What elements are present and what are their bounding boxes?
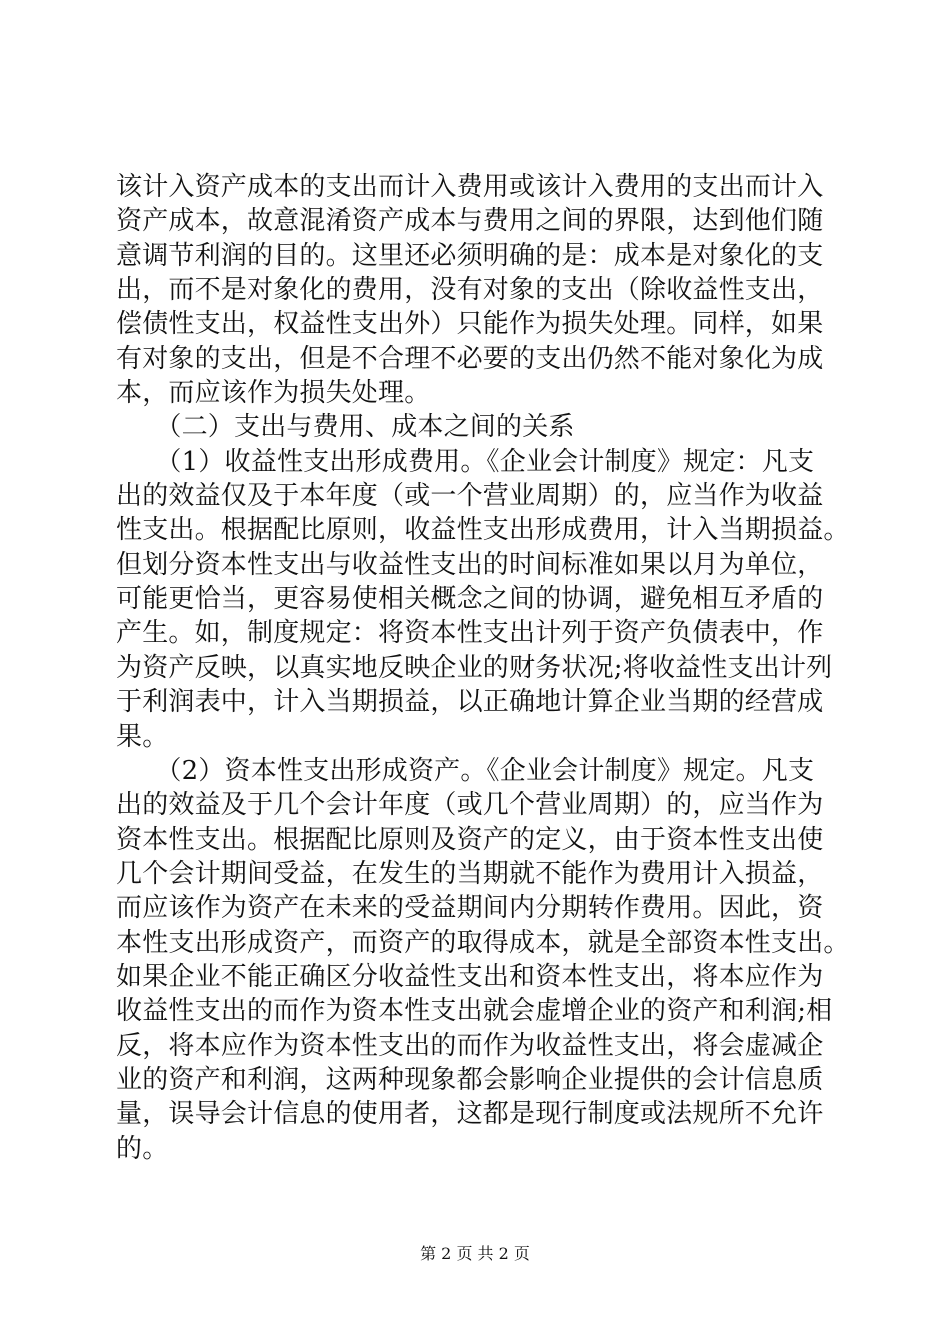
text-line: 可能更恰当，更容易使相关概念之间的协调，避免相互矛盾的: [116, 584, 824, 615]
text-line: 出，而不是对象化的费用，没有对象的支出（除收益性支出，: [116, 275, 824, 306]
text-line: 的。: [116, 1133, 169, 1164]
text-line: 有对象的支出，但是不合理不必要的支出仍然不能对象化为成: [116, 343, 824, 374]
text-line: 而应该作为资产在未来的受益期间内分期转作费用。因此，资: [116, 893, 824, 924]
text-line: 出的效益仅及于本年度（或一个营业周期）的，应当作为收益: [116, 481, 824, 512]
text-line: 产生。如，制度规定：将资本性支出计列于资产负债表中，作: [116, 618, 824, 649]
text-line: 性支出。根据配比原则，收益性支出形成费用，计入当期损益。: [116, 515, 850, 546]
text-line: 为资产反映，以真实地反映企业的财务状况;将收益性支出计列: [116, 652, 833, 683]
body-text: [116, 170, 850, 1166]
text-line: 于利润表中，计入当期损益，以正确地计算企业当期的经营成: [116, 687, 824, 718]
text-line: 几个会计期间受益，在发生的当期就不能作为费用计入损益，: [116, 858, 824, 889]
page-footer: [0, 1244, 950, 1264]
text-line: 资产成本，故意混淆资产成本与费用之间的界限，达到他们随: [116, 206, 824, 237]
text-line: 如果企业不能正确区分收益性支出和资本性支出，将本应作为: [116, 961, 824, 992]
text-line: 反，将本应作为资本性支出的而作为收益性支出，将会虚减企: [116, 1030, 824, 1061]
text-line: 量，误导会计信息的使用者，这都是现行制度或法规所不允许: [116, 1099, 824, 1130]
text-line: 意调节利润的目的。这里还必须明确的是：成本是对象化的支: [116, 240, 824, 271]
text-line: 资本性支出。根据配比原则及资产的定义，由于资本性支出使: [116, 824, 824, 855]
section-heading: （二）支出与费用、成本之间的关系: [116, 412, 575, 443]
text-line: 但划分资本性支出与收益性支出的时间标准如果以月为单位，: [116, 549, 824, 580]
text-line: 本，而应该作为损失处理。: [116, 378, 431, 409]
text-line: 收益性支出的而作为资本性支出就会虚增企业的资产和利润;相: [116, 996, 833, 1027]
text-line: 业的资产和利润，这两种现象都会影响企业提供的会计信息质: [116, 1064, 824, 1095]
text-line: （1）收益性支出形成费用。《企业会计制度》规定：凡支: [116, 446, 815, 477]
text-line: （2）资本性支出形成资产。《企业会计制度》规定。凡支: [116, 755, 815, 786]
text-line: 该计入资产成本的支出而计入费用或该计入费用的支出而计入: [116, 172, 824, 202]
text-line: 本性支出形成资产，而资产的取得成本，就是全部资本性支出。: [116, 927, 850, 958]
text-line: 出的效益及于几个会计年度（或几个营业周期）的，应当作为: [116, 790, 824, 821]
text-line: 偿债性支出，权益性支出外）只能作为损失处理。同样，如果: [116, 309, 824, 340]
page-number-label: 第 2 页 共 2 页: [420, 1244, 530, 1263]
text-line: 果。: [116, 721, 169, 752]
